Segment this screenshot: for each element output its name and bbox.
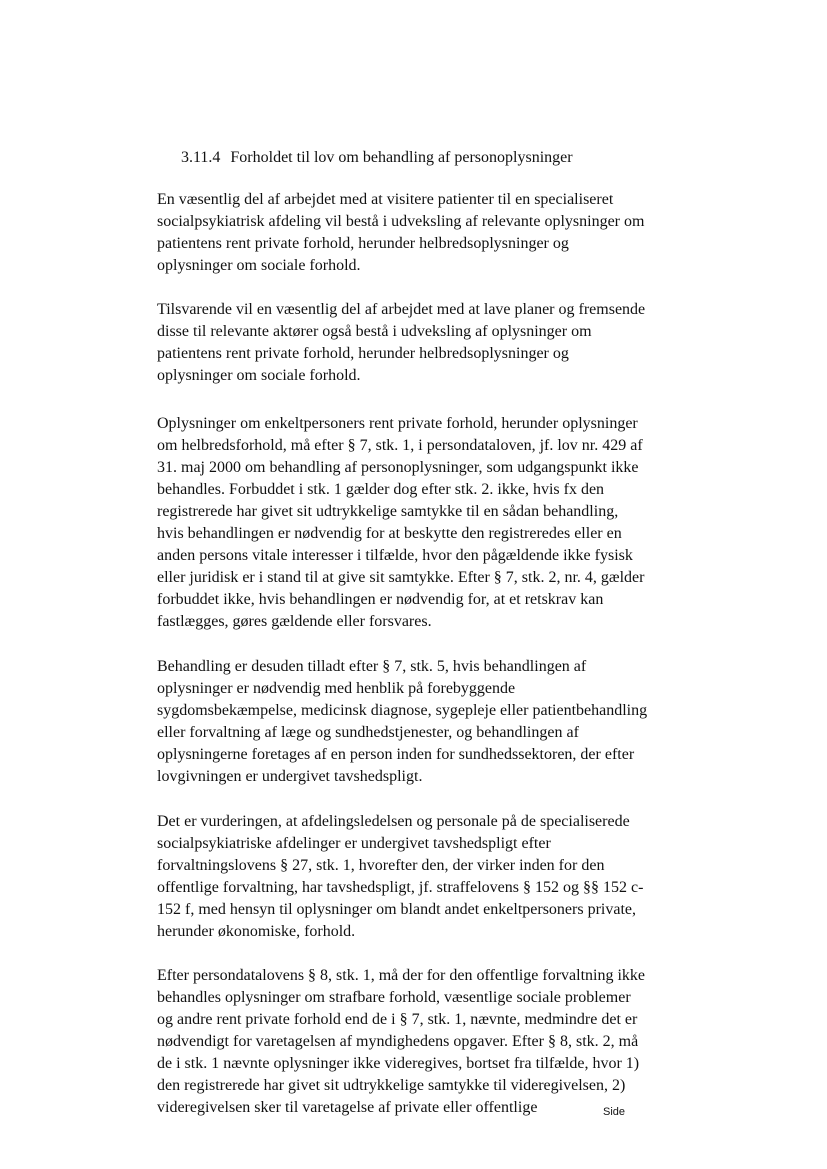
text-line: socialpsykiatriske afdelinger er undergivet tavshedspligt efter — [157, 835, 551, 852]
text-line: behandles oplysninger om strafbare forhold, væsentlige sociale problemer — [157, 989, 631, 1006]
paragraph-visitation — [157, 189, 677, 277]
text-line: behandles. Forbuddet i stk. 1 gælder dog efter stk. 2. ikke, hvis fx den — [157, 481, 605, 498]
text-line: patientens rent private forhold, herunder helbredsoplysninger og — [157, 235, 569, 252]
section-title: Forholdet til lov om behandling af personoplysninger — [230, 149, 573, 166]
text-line: eller forvaltning af læge og sundhedstjenester, og behandlingen af — [157, 724, 579, 741]
text-line: de i stk. 1 nævnte oplysninger ikke videregives, bortset fra tilfælde, hvor 1) — [157, 1055, 640, 1072]
text-line: Efter persondatalovens § 8, stk. 1, må der for den offentlige forvaltning ikke — [157, 967, 646, 984]
text-line: om helbredsforhold, må efter § 7, stk. 1, i persondataloven, jf. lov nr. 429 af — [157, 437, 643, 454]
text-line: registrerede har givet sit udtrykkelige samtykke til en sådan behandling, — [157, 503, 619, 520]
text-line: herunder økonomiske, forhold. — [157, 923, 356, 940]
paragraph-persondataloven-8 — [157, 965, 677, 1119]
text-line: hvis behandlingen er nødvendig for at beskytte den registreredes eller en — [157, 525, 622, 542]
text-line: Behandling er desuden tilladt efter § 7, stk. 5, hvis behandlingen af — [157, 658, 587, 675]
text-line: socialpsykiatrisk afdeling vil bestå i udveksling af relevante oplysninger om — [157, 213, 645, 230]
text-line: eller juridisk er i stand til at give sit samtykke. Efter § 7, stk. 2, nr. 4, gælder — [157, 569, 645, 586]
text-line: oplysninger er nødvendig med henblik på forebyggende — [157, 680, 516, 697]
text-line: En væsentlig del af arbejdet med at visitere patienter til en specialiseret — [157, 191, 614, 208]
text-line: Tilsvarende vil en væsentlig del af arbejdet med at lave planer og fremsende — [157, 301, 646, 318]
page-footer-label: Side — [603, 1106, 626, 1118]
paragraph-persondataloven-7 — [157, 413, 677, 633]
paragraph-tavshedspligt — [157, 811, 677, 943]
paragraph-stk-5 — [157, 656, 677, 788]
text-line: offentlige forvaltning, har tavshedspligt, jf. straffelovens § 152 og §§ 152 c- — [157, 879, 644, 896]
text-line: Oplysninger om enkeltpersoners rent private forhold, herunder oplysninger — [157, 415, 638, 432]
text-line: fastlægges, gøres gældende eller forsvares. — [157, 613, 432, 630]
text-line: nødvendigt for varetagelsen af myndighedens opgaver. Efter § 8, stk. 2, må — [157, 1033, 639, 1050]
text-line: patientens rent private forhold, herunder helbredsoplysninger og — [157, 345, 569, 362]
text-line: videregivelsen sker til varetagelse af private eller offentlige — [157, 1099, 538, 1116]
text-line: forvaltningslovens § 27, stk. 1, hvorefter den, der virker inden for den — [157, 857, 605, 874]
text-line: lovgivningen er undergivet tavshedspligt. — [157, 768, 423, 785]
text-line: den registrerede har givet sit udtrykkelige samtykke til videregivelsen, 2) — [157, 1077, 626, 1094]
text-line: 31. maj 2000 om behandling af personoplysninger, som udgangspunkt ikke — [157, 459, 639, 476]
text-line: forbuddet ikke, hvis behandlingen er nødvendig for, at et retskrav kan — [157, 591, 604, 608]
paragraph-planning — [157, 299, 677, 387]
text-line: Det er vurderingen, at afdelingsledelsen og personale på de specialiserede — [157, 813, 630, 830]
text-line: oplysningerne foretages af en person inden for sundhedssektoren, der efter — [157, 746, 635, 763]
section-heading — [181, 147, 573, 169]
text-line: sygdomsbekæmpelse, medicinsk diagnose, sygepleje eller patientbehandling — [157, 702, 648, 719]
text-line: anden persons vitale interesser i tilfælde, hvor den pågældende ikke fysisk — [157, 547, 633, 564]
text-line: 152 f, med hensyn til oplysninger om blandt andet enkeltpersoners private, — [157, 901, 636, 918]
section-number: 3.11.4 — [181, 149, 221, 166]
text-line: oplysninger om sociale forhold. — [157, 257, 361, 274]
text-line: oplysninger om sociale forhold. — [157, 367, 361, 384]
text-line: disse til relevante aktører også bestå i udveksling af oplysninger om — [157, 323, 592, 340]
text-line: og andre rent private forhold end de i § 7, stk. 1, nævnte, medmindre det er — [157, 1011, 638, 1028]
